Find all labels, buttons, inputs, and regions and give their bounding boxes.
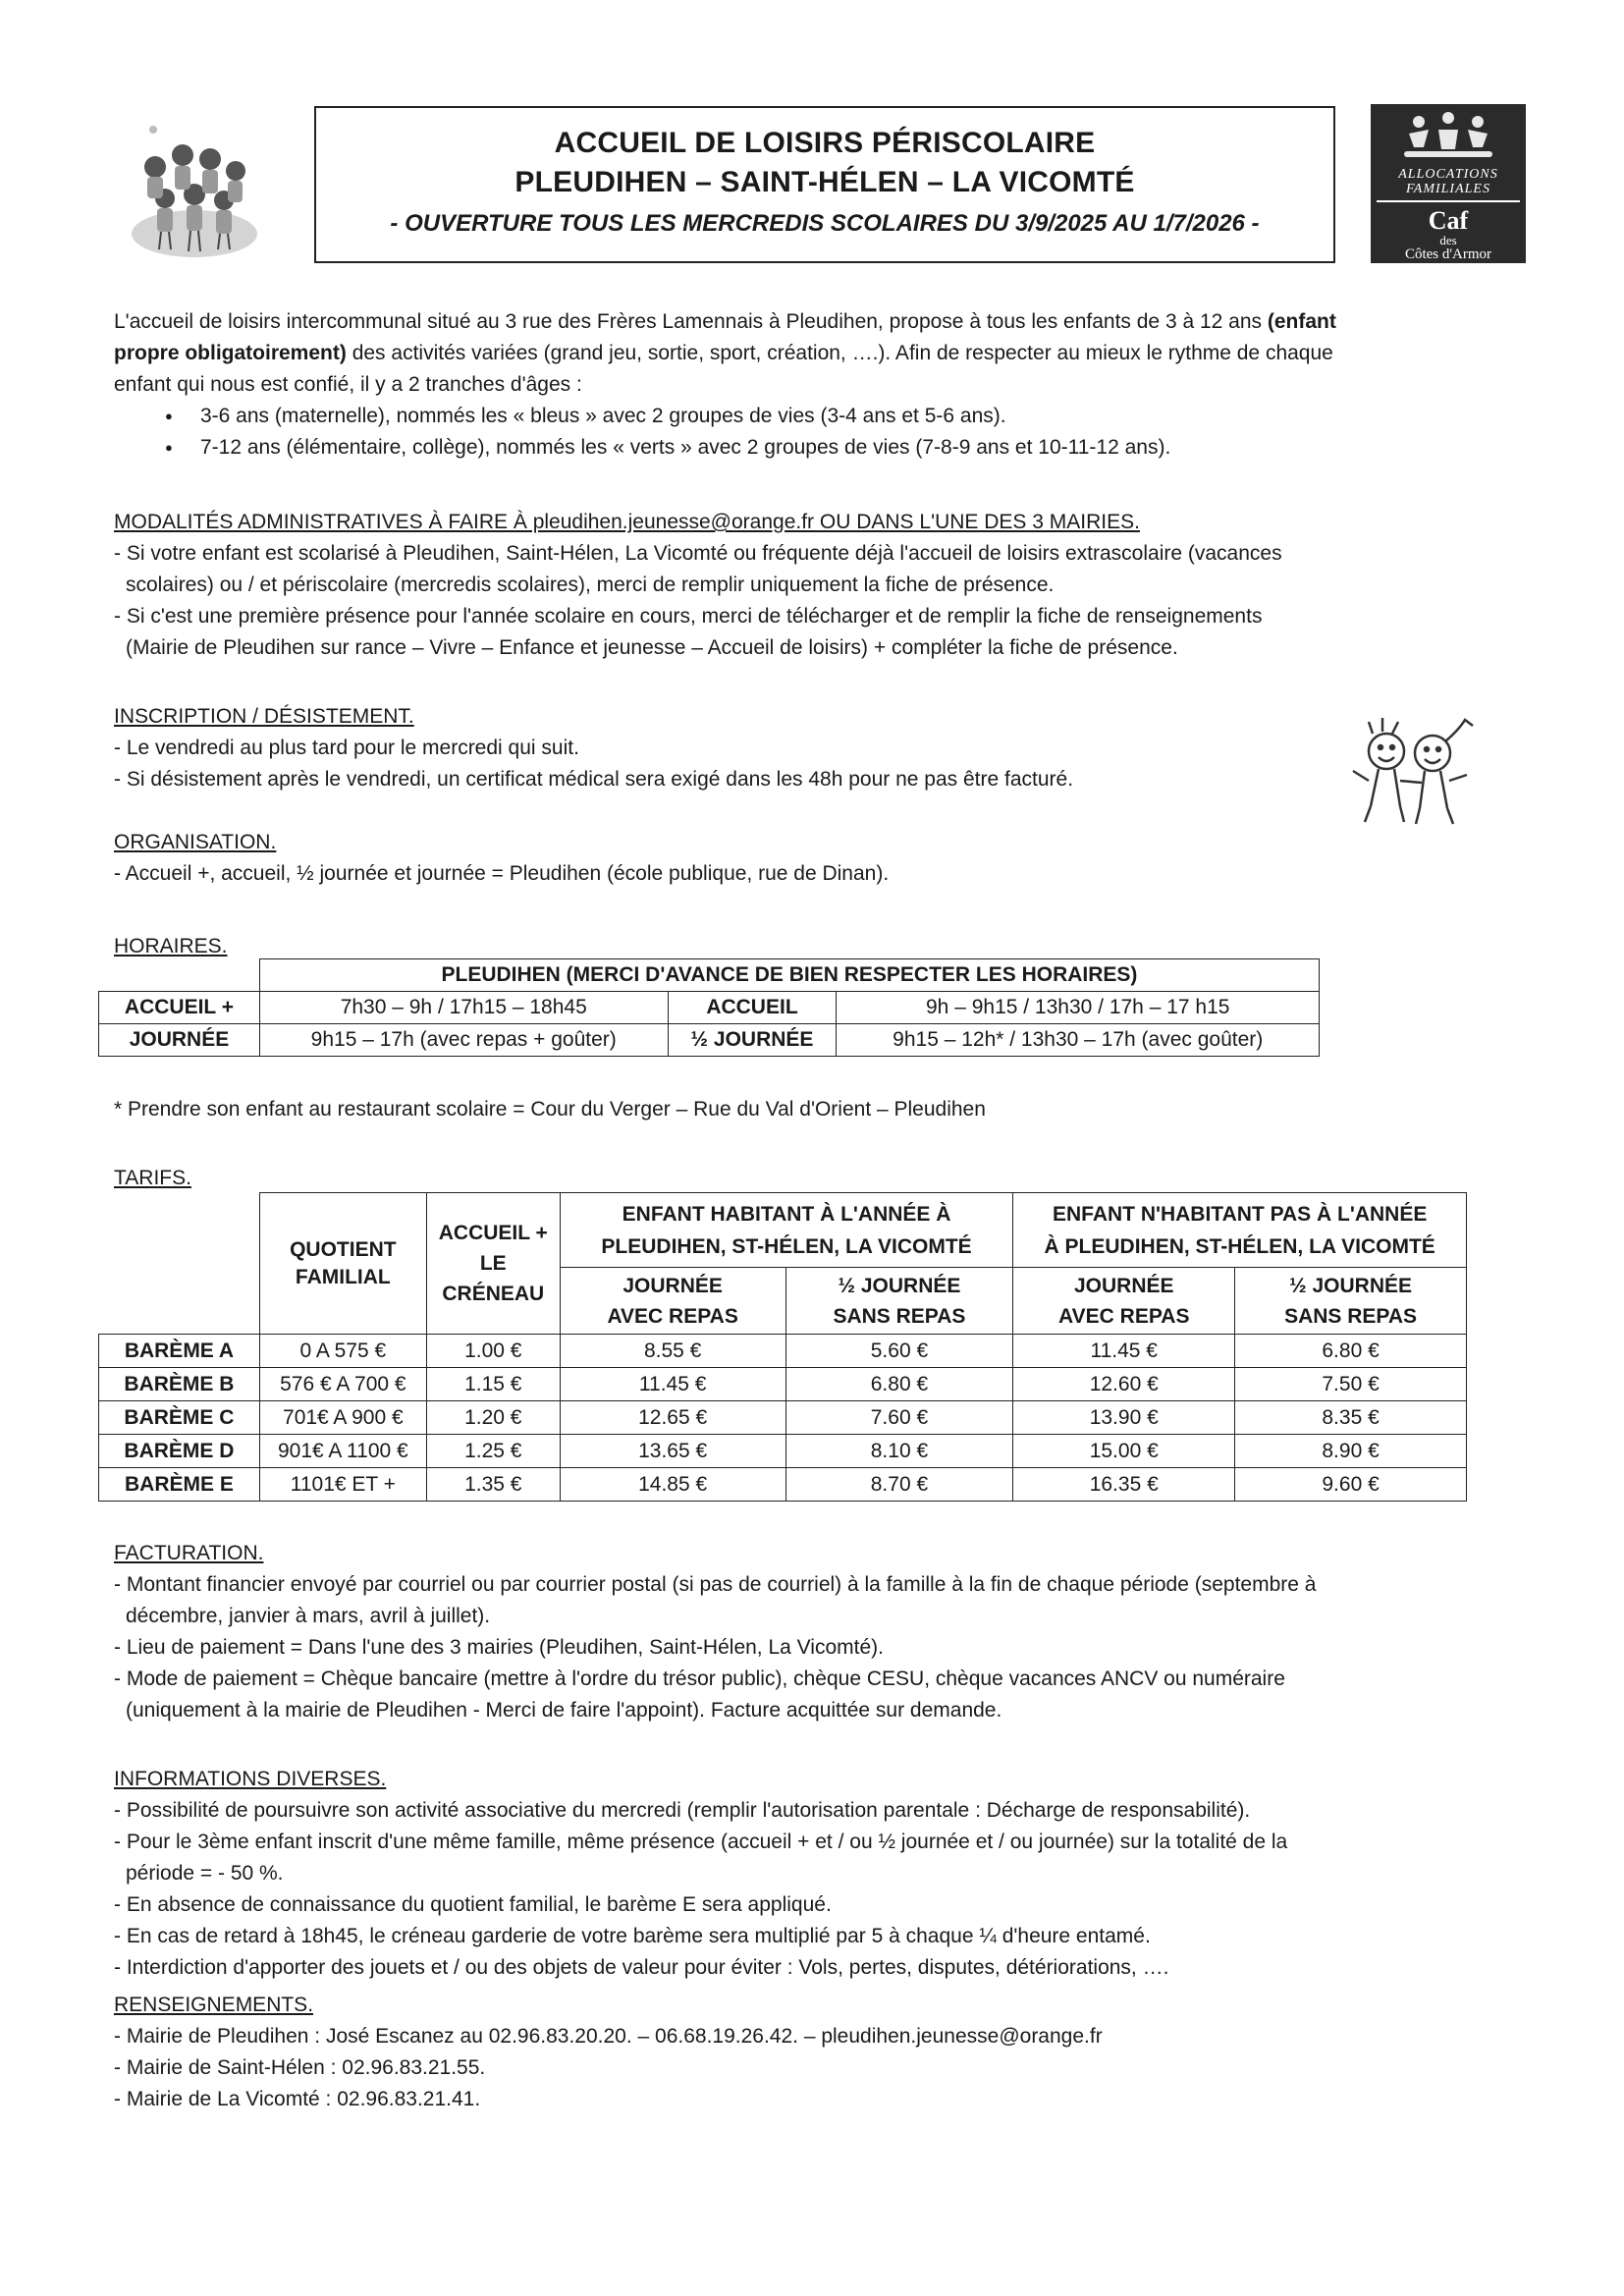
table-cell: 7.50 € — [1235, 1368, 1467, 1401]
table-cell: 8.70 € — [785, 1468, 1013, 1502]
intro-bold-1: (enfant — [1267, 310, 1336, 333]
header-journee: JOURNÉE AVEC REPAS — [560, 1268, 785, 1335]
table-row — [99, 1368, 1467, 1401]
table-cell: BARÈME D — [99, 1435, 260, 1468]
text-line: - Si votre enfant est scolarisé à Pleudihen, Saint-Hélen, La Vicomté ou fréquente déjà l'accueil de loisirs extrascolaire (vacances — [114, 542, 1282, 565]
table-cell: JOURNÉE — [99, 1024, 260, 1057]
table-cell: 14.85 € — [560, 1468, 785, 1502]
text-line: - Si c'est une première présence pour l'année scolaire en cours, merci de télécharger et de remplir la fiche de renseignements — [114, 605, 1263, 628]
intro-section — [114, 306, 1528, 464]
header-demi-journee: ½ JOURNÉE SANS REPAS — [785, 1268, 1013, 1335]
text-line: scolaires) ou / et périscolaire (mercredis scolaires), merci de remplir uniquement la fiche de présence. — [126, 574, 1055, 596]
text-line: - Mairie de Pleudihen : José Escanez au 02.96.83.20.20. – 06.68.19.26.42. – pleudihen.jeunesse@orange.fr — [114, 2025, 1103, 2048]
header-journee: JOURNÉE AVEC REPAS — [1013, 1268, 1235, 1335]
table-cell: 11.45 € — [1013, 1335, 1235, 1368]
opening-period: - OUVERTURE TOUS LES MERCREDIS SCOLAIRES DU 3/9/2025 AU 1/7/2026 - — [390, 210, 1260, 237]
text-line: - Possibilité de poursuivre son activité associative du mercredi (remplir l'autorisation parentale : Décharge de responsabilité). — [114, 1799, 1251, 1822]
table-cell: 8.10 € — [785, 1435, 1013, 1468]
text-line: - Le vendredi au plus tard pour le mercredi qui suit. — [114, 737, 579, 759]
table-cell: ACCUEIL — [668, 992, 837, 1024]
table-cell: 9h – 9h15 / 13h30 / 17h – 17 h15 — [837, 992, 1320, 1024]
document-title: ACCUEIL DE LOISIRS PÉRISCOLAIRE — [554, 127, 1096, 159]
text-line: - Pour le 3ème enfant inscrit d'une même famille, même présence (accueil + et / ou ½ journée et / ou journée) sur la totalité de la — [114, 1831, 1288, 1853]
section-heading: FACTURATION. — [114, 1542, 264, 1564]
list-item: ● 3-6 ans (maternelle), nommés les « bleus » avec 2 groupes de vies (3-4 ans et 5-6 ans). — [114, 401, 1528, 432]
section-heading: HORAIRES. — [114, 935, 228, 957]
renseignements-section — [114, 1990, 1528, 2115]
document-subtitle: PLEUDIHEN – SAINT-HÉLEN – LA VICOMTÉ — [514, 166, 1135, 198]
text-line: (uniquement à la mairie de Pleudihen - Merci de faire l'appoint). Facture acquittée sur demande. — [126, 1699, 1002, 1722]
table-row — [99, 1401, 1467, 1435]
intro-text-1: L'accueil de loisirs intercommunal situé au 3 rue des Frères Lamennais à Pleudihen, propose à tous les enfants de 3 à 12 ans — [114, 310, 1268, 333]
horaires-table-title: PLEUDIHEN (MERCI D'AVANCE DE BIEN RESPECTER LES HORAIRES) — [259, 959, 1319, 992]
text-line: - Accueil +, accueil, ½ journée et journée = Pleudihen (école publique, rue de Dinan). — [114, 862, 890, 885]
caf-logo — [1371, 104, 1526, 263]
table-cell: 13.65 € — [560, 1435, 785, 1468]
text-line: - Mode de paiement = Chèque bancaire (mettre à l'ordre du trésor public), chèque CESU, chèque vacances ANCV ou numéraire — [114, 1667, 1285, 1690]
modalites-section — [114, 507, 1528, 664]
caf-des: des — [1439, 233, 1457, 247]
table-cell: BARÈME A — [99, 1335, 260, 1368]
table-cell: 1.00 € — [426, 1335, 560, 1368]
section-heading: INSCRIPTION / DÉSISTEMENT. — [114, 705, 414, 728]
table-cell: 13.90 € — [1013, 1401, 1235, 1435]
header-quotient-familial: QUOTIENT FAMILIAL — [259, 1193, 426, 1335]
section-heading: RENSEIGNEMENTS. — [114, 1994, 314, 2016]
caf-name: Caf — [1428, 206, 1469, 235]
table-cell: 9h15 – 17h (avec repas + goûter) — [259, 1024, 668, 1057]
section-heading: MODALITÉS ADMINISTRATIVES À FAIRE À pleudihen.jeunesse@orange.fr OU DANS L'UNE DES 3 MAIRIES. — [114, 511, 1140, 533]
header-non-resident: ENFANT N'HABITANT PAS À L'ANNÉE À PLEUDIHEN, ST-HÉLEN, LA VICOMTÉ — [1013, 1193, 1467, 1268]
caf-department: Côtes d'Armor — [1404, 246, 1492, 262]
horaires-note: * Prendre son enfant au restaurant scolaire = Cour du Verger – Rue du Val d'Orient – Pleudihen — [114, 1098, 986, 1121]
table-cell: 8.35 € — [1235, 1401, 1467, 1435]
table-cell: 9.60 € — [1235, 1468, 1467, 1502]
children-drawing-icon — [1339, 712, 1487, 830]
table-row — [99, 1468, 1467, 1502]
section-heading: TARIFS. — [114, 1167, 191, 1189]
intro-bold-2: propre obligatoirement) — [114, 342, 347, 364]
caf-allocations: ALLOCATIONS — [1398, 167, 1498, 182]
list-item: ● 7-12 ans (élémentaire, collège), nommés les « verts » avec 2 groupes de vies (7-8-9 ans et 10-11-12 ans). — [114, 432, 1528, 464]
table-cell: 1101€ ET + — [259, 1468, 426, 1502]
text-line: - Interdiction d'apporter des jouets et / ou des objets de valeur pour éviter : Vols, pertes, disputes, détériorations, …. — [114, 1956, 1169, 1979]
section-heading: ORGANISATION. — [114, 831, 277, 853]
table-cell: 12.60 € — [1013, 1368, 1235, 1401]
text-line: - En absence de connaissance du quotient familial, le barème E sera appliqué. — [114, 1893, 832, 1916]
text-line: décembre, janvier à mars, avril à juillet). — [126, 1605, 491, 1627]
age-groups-list — [114, 401, 1528, 464]
text-line: - En cas de retard à 18h45, le créneau garderie de votre barème sera multiplié par 5 à chaque ¼ d'heure entamé. — [114, 1925, 1151, 1947]
table-cell: 16.35 € — [1013, 1468, 1235, 1502]
intro-text-3: enfant qui nous est confié, il y a 2 tranches d'âges : — [114, 373, 582, 396]
header-accueil-creneau: ACCUEIL + LE CRÉNEAU — [426, 1193, 560, 1335]
informations-section — [114, 1764, 1528, 1984]
table-row — [99, 992, 1320, 1024]
text-line: - Si désistement après le vendredi, un certificat médical sera exigé dans les 48h pour ne pas être facturé. — [114, 768, 1074, 791]
header-demi-journee: ½ JOURNÉE SANS REPAS — [1235, 1268, 1467, 1335]
children-logo-icon — [126, 116, 263, 263]
text-line: (Mairie de Pleudihen sur rance – Vivre – Enfance et jeunesse – Accueil de loisirs) + compléter la fiche de présence. — [126, 636, 1178, 659]
table-row — [99, 1435, 1467, 1468]
facturation-section — [114, 1538, 1528, 1726]
table-cell: 8.90 € — [1235, 1435, 1467, 1468]
table-cell: 6.80 € — [1235, 1335, 1467, 1368]
table-row — [99, 1335, 1467, 1368]
table-row — [99, 1024, 1320, 1057]
table-cell: 901€ A 1100 € — [259, 1435, 426, 1468]
table-cell: 5.60 € — [785, 1335, 1013, 1368]
table-cell: 15.00 € — [1013, 1435, 1235, 1468]
text-line: - Mairie de Saint-Hélen : 02.96.83.21.55. — [114, 2056, 486, 2079]
title-box — [314, 106, 1335, 263]
table-cell: 1.15 € — [426, 1368, 560, 1401]
table-cell: 1.35 € — [426, 1468, 560, 1502]
table-cell: 11.45 € — [560, 1368, 785, 1401]
table-cell: 576 € A 700 € — [259, 1368, 426, 1401]
text-line: - Montant financier envoyé par courriel ou par courrier postal (si pas de courriel) à la famille à la fin de chaque période (septembre à — [114, 1573, 1317, 1596]
table-cell: ½ JOURNÉE — [668, 1024, 837, 1057]
table-cell: 7.60 € — [785, 1401, 1013, 1435]
text-line: - Lieu de paiement = Dans l'une des 3 mairies (Pleudihen, Saint-Hélen, La Vicomté). — [114, 1636, 884, 1659]
intro-paragraph — [114, 306, 1528, 338]
intro-text-2: des activités variées (grand jeu, sortie, sport, création, ….). Afin de respecter au mieux le rythme de chaque — [346, 342, 1333, 364]
table-cell: BARÈME E — [99, 1468, 260, 1502]
table-cell: 6.80 € — [785, 1368, 1013, 1401]
organisation-section — [114, 827, 1528, 890]
table-cell: BARÈME C — [99, 1401, 260, 1435]
table-cell: 0 A 575 € — [259, 1335, 426, 1368]
horaires-table — [98, 958, 1320, 1057]
table-cell: BARÈME B — [99, 1368, 260, 1401]
table-cell: 1.20 € — [426, 1401, 560, 1435]
table-cell: 7h30 – 9h / 17h15 – 18h45 — [259, 992, 668, 1024]
tarifs-table — [98, 1192, 1467, 1502]
caf-emblem-icon — [1371, 108, 1526, 167]
inscription-section — [114, 701, 1528, 795]
table-cell: ACCUEIL + — [99, 992, 260, 1024]
table-cell: 701€ A 900 € — [259, 1401, 426, 1435]
text-line: période = - 50 %. — [126, 1862, 284, 1885]
table-cell: 9h15 – 12h* / 13h30 – 17h (avec goûter) — [837, 1024, 1320, 1057]
table-cell: 12.65 € — [560, 1401, 785, 1435]
table-cell: 1.25 € — [426, 1435, 560, 1468]
header-resident: ENFANT HABITANT À L'ANNÉE À PLEUDIHEN, ST-HÉLEN, LA VICOMTÉ — [560, 1193, 1013, 1268]
section-heading: INFORMATIONS DIVERSES. — [114, 1768, 387, 1790]
table-cell: 8.55 € — [560, 1335, 785, 1368]
text-line: - Mairie de La Vicomté : 02.96.83.21.41. — [114, 2088, 481, 2110]
caf-familiales: FAMILIALES — [1406, 182, 1490, 196]
